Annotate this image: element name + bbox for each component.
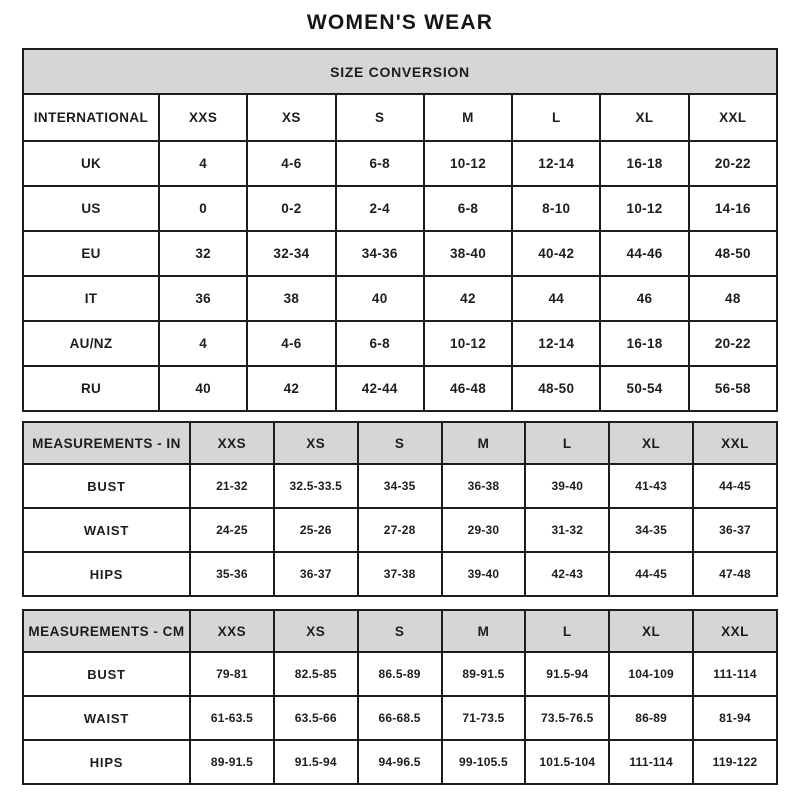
table-cell: 42-44 [336,366,424,411]
table-cell: 50-54 [600,366,688,411]
table-cell: 35-36 [190,552,274,596]
table-row-hips-cm [23,740,777,784]
table-row-waist-cm [23,696,777,740]
table-cell: 27-28 [358,508,442,552]
column-header-xxl: XXL [689,94,777,141]
table-cell: 36-37 [693,508,777,552]
table-cell: 36-38 [442,464,526,508]
column-header-xl: XL [600,94,688,141]
table-cell: 4 [159,141,247,186]
table-cell: 44-46 [600,231,688,276]
table-cell: 89-91.5 [190,740,274,784]
table-cell: 42 [424,276,512,321]
table-cell: 63.5-66 [274,696,358,740]
table-cell: 21-32 [190,464,274,508]
table-cell: 36 [159,276,247,321]
table-cell: 41-43 [609,464,693,508]
table-cell: 34-36 [336,231,424,276]
row-label: IT [23,276,159,321]
column-header-xs: XS [274,422,358,464]
table-cell: 91.5-94 [525,652,609,696]
table-cell: 119-122 [693,740,777,784]
table-cell: 46 [600,276,688,321]
row-label: RU [23,366,159,411]
table-cell: 10-12 [424,321,512,366]
size-conversion-banner: SIZE CONVERSION [23,49,777,94]
column-header-l: L [512,94,600,141]
table-row-aunz [23,321,777,366]
row-label: HIPS [23,552,190,596]
measurements-in-table [22,421,778,597]
table-cell: 48 [689,276,777,321]
table-cell: 71-73.5 [442,696,526,740]
size-conversion-table [22,48,778,412]
table-cell: 40 [336,276,424,321]
table-cell: 56-58 [689,366,777,411]
table-cell: 39-40 [525,464,609,508]
table-cell: 104-109 [609,652,693,696]
table-cell: 0 [159,186,247,231]
table-cell: 8-10 [512,186,600,231]
table-cell: 12-14 [512,141,600,186]
table-cell: 32-34 [247,231,335,276]
table-cell: 44-45 [609,552,693,596]
row-label: AU/NZ [23,321,159,366]
table-cell: 16-18 [600,321,688,366]
measurements-in-title: MEASUREMENTS - IN [23,422,190,464]
column-header-s: S [358,610,442,652]
row-label: US [23,186,159,231]
table-cell: 12-14 [512,321,600,366]
column-header-xl: XL [609,422,693,464]
column-header-l: L [525,422,609,464]
table-cell: 44-45 [693,464,777,508]
table-cell: 86.5-89 [358,652,442,696]
column-header-m: M [424,94,512,141]
table-cell: 48-50 [512,366,600,411]
column-header-xs: XS [274,610,358,652]
table-cell: 48-50 [689,231,777,276]
table-cell: 47-48 [693,552,777,596]
table-row-bust-cm [23,652,777,696]
column-header-international: INTERNATIONAL [23,94,159,141]
row-label: BUST [23,652,190,696]
column-header-xs: XS [247,94,335,141]
table-cell: 91.5-94 [274,740,358,784]
row-label: HIPS [23,740,190,784]
row-label: EU [23,231,159,276]
table-cell: 32 [159,231,247,276]
table-cell: 34-35 [609,508,693,552]
row-label: UK [23,141,159,186]
size-chart-page [22,0,778,785]
measurements-cm-table [22,609,778,785]
table-cell: 40 [159,366,247,411]
column-header-s: S [358,422,442,464]
table-cell: 14-16 [689,186,777,231]
table-cell: 20-22 [689,141,777,186]
column-header-s: S [336,94,424,141]
table-row-it [23,276,777,321]
table-cell: 73.5-76.5 [525,696,609,740]
table-cell: 42 [247,366,335,411]
table-row-eu [23,231,777,276]
column-header-xl: XL [609,610,693,652]
measurements-cm-header-row [23,610,777,652]
table-cell: 16-18 [600,141,688,186]
row-label: WAIST [23,696,190,740]
table-cell: 24-25 [190,508,274,552]
column-header-xxs: XXS [190,422,274,464]
table-cell: 44 [512,276,600,321]
column-header-l: L [525,610,609,652]
table-cell: 32.5-33.5 [274,464,358,508]
table-cell: 79-81 [190,652,274,696]
table-row-uk [23,141,777,186]
table-cell: 0-2 [247,186,335,231]
table-cell: 81-94 [693,696,777,740]
size-conversion-banner-row [23,49,777,94]
row-label: WAIST [23,508,190,552]
table-row-waist-in [23,508,777,552]
measurements-in-header-row [23,422,777,464]
table-row-bust-in [23,464,777,508]
table-cell: 6-8 [336,321,424,366]
row-label: BUST [23,464,190,508]
table-row-hips-in [23,552,777,596]
table-cell: 4 [159,321,247,366]
table-cell: 82.5-85 [274,652,358,696]
table-cell: 39-40 [442,552,526,596]
table-cell: 6-8 [336,141,424,186]
table-cell: 6-8 [424,186,512,231]
table-cell: 2-4 [336,186,424,231]
table-cell: 66-68.5 [358,696,442,740]
table-row-ru [23,366,777,411]
table-cell: 61-63.5 [190,696,274,740]
column-header-xxs: XXS [159,94,247,141]
table-cell: 31-32 [525,508,609,552]
table-cell: 38-40 [424,231,512,276]
column-header-m: M [442,610,526,652]
column-header-xxl: XXL [693,422,777,464]
table-cell: 4-6 [247,141,335,186]
column-header-m: M [442,422,526,464]
table-cell: 4-6 [247,321,335,366]
table-cell: 111-114 [609,740,693,784]
table-cell: 36-37 [274,552,358,596]
table-cell: 38 [247,276,335,321]
table-cell: 40-42 [512,231,600,276]
table-cell: 111-114 [693,652,777,696]
column-header-xxs: XXS [190,610,274,652]
table-cell: 10-12 [424,141,512,186]
page-title: WOMEN'S WEAR [306,11,494,34]
table-cell: 34-35 [358,464,442,508]
table-cell: 42-43 [525,552,609,596]
table-row-us [23,186,777,231]
table-cell: 25-26 [274,508,358,552]
table-cell: 46-48 [424,366,512,411]
column-header-xxl: XXL [693,610,777,652]
table-cell: 86-89 [609,696,693,740]
table-cell: 89-91.5 [442,652,526,696]
measurements-cm-title: MEASUREMENTS - CM [23,610,190,652]
table-cell: 101.5-104 [525,740,609,784]
table-cell: 29-30 [442,508,526,552]
size-conversion-header-row [23,94,777,141]
table-cell: 20-22 [689,321,777,366]
table-cell: 94-96.5 [358,740,442,784]
table-cell: 10-12 [600,186,688,231]
table-cell: 37-38 [358,552,442,596]
table-cell: 99-105.5 [442,740,526,784]
